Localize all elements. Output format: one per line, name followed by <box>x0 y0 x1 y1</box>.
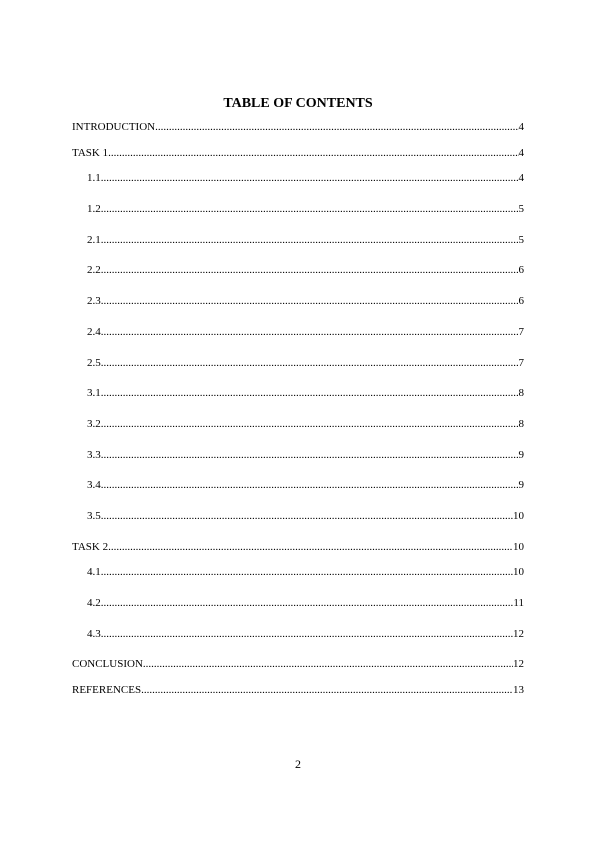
toc-entry-2-1[interactable] <box>87 234 524 247</box>
toc-entry-page: 5 <box>518 203 524 215</box>
toc-entry-page: 8 <box>518 387 524 399</box>
toc-entry-label: TASK 1 <box>72 147 109 159</box>
toc-entry-references[interactable] <box>72 684 524 697</box>
toc-entry-page: 12 <box>513 658 524 670</box>
dot-leader <box>101 295 519 308</box>
toc-entry-label: 2.2 <box>87 264 101 276</box>
toc-entry-page: 7 <box>518 326 524 338</box>
toc-entry-label: 4.2 <box>87 597 101 609</box>
toc-entry-label: 1.1 <box>87 172 101 184</box>
toc-entry-page: 9 <box>518 449 524 461</box>
toc-entry-2-5[interactable] <box>87 357 524 370</box>
toc-entry-page: 4 <box>518 172 524 184</box>
dot-leader <box>101 387 519 400</box>
dot-leader <box>143 658 513 671</box>
toc-entry-page: 10 <box>513 541 524 553</box>
toc-entry-label: TASK 2 <box>72 541 109 553</box>
toc-entry-3-1[interactable] <box>87 387 524 400</box>
toc-entry-page: 4 <box>518 121 524 133</box>
dot-leader <box>101 597 514 610</box>
toc-entry-label: 2.1 <box>87 234 101 246</box>
toc-entry-label: 3.2 <box>87 418 101 430</box>
toc-entry-label: 2.3 <box>87 295 101 307</box>
toc-entry-page: 9 <box>518 479 524 491</box>
toc-entry-page: 13 <box>513 684 524 696</box>
page-number: 2 <box>295 757 301 771</box>
dot-leader <box>101 418 519 431</box>
dot-leader <box>108 541 513 554</box>
toc-entry-3-2[interactable] <box>87 418 524 431</box>
dot-leader <box>101 234 519 247</box>
dot-leader <box>141 684 513 697</box>
toc-entry-page: 5 <box>518 234 524 246</box>
toc-entry-conclusion[interactable] <box>72 658 524 671</box>
toc-entry-task-2[interactable] <box>72 541 524 554</box>
toc-entry-page: 7 <box>518 357 524 369</box>
toc-entry-label: 4.3 <box>87 628 101 640</box>
toc-entry-label: REFERENCES <box>72 684 142 696</box>
toc-entry-page: 10 <box>513 566 524 578</box>
toc-entry-label: 3.5 <box>87 510 101 522</box>
toc-entry-label: INTRODUCTION <box>72 121 156 133</box>
dot-leader <box>108 147 518 160</box>
toc-entry-4-2[interactable] <box>87 597 524 610</box>
toc-entry-label: 2.5 <box>87 357 101 369</box>
dot-leader <box>101 510 513 523</box>
toc-title: TABLE OF CONTENTS <box>223 96 373 111</box>
toc-entry-page: 6 <box>518 264 524 276</box>
toc-entry-2-3[interactable] <box>87 295 524 308</box>
toc-entry-page: 6 <box>518 295 524 307</box>
toc-entry-2-2[interactable] <box>87 264 524 277</box>
dot-leader <box>101 326 519 339</box>
toc-entry-label: 3.4 <box>87 479 101 491</box>
toc-entry-2-4[interactable] <box>87 326 524 339</box>
toc-entry-label: 3.1 <box>87 387 101 399</box>
toc-entry-label: 2.4 <box>87 326 101 338</box>
dot-leader <box>101 264 519 277</box>
toc-entry-page: 11 <box>513 597 524 609</box>
dot-leader <box>101 628 513 641</box>
toc-entry-label: 4.1 <box>87 566 101 578</box>
toc-entry-page: 4 <box>518 147 524 159</box>
toc-entry-label: CONCLUSION <box>72 658 143 670</box>
dot-leader <box>101 357 519 370</box>
toc-entry-1-1[interactable] <box>87 172 524 185</box>
toc-entry-4-3[interactable] <box>87 628 524 641</box>
toc-entry-task-1[interactable] <box>72 147 524 160</box>
toc-entry-3-3[interactable] <box>87 449 524 462</box>
toc-entry-3-5[interactable] <box>87 510 524 523</box>
dot-leader <box>101 566 513 579</box>
dot-leader <box>101 479 519 492</box>
toc-entry-page: 10 <box>513 510 524 522</box>
toc-entry-introduction[interactable] <box>72 121 524 134</box>
toc-entry-page: 12 <box>513 628 524 640</box>
dot-leader <box>101 172 519 185</box>
toc-entry-4-1[interactable] <box>87 566 524 579</box>
dot-leader <box>155 121 518 134</box>
toc-entry-label: 1.2 <box>87 203 101 215</box>
toc-entry-3-4[interactable] <box>87 479 524 492</box>
dot-leader <box>101 449 519 462</box>
dot-leader <box>101 203 519 216</box>
toc-entry-1-2[interactable] <box>87 203 524 216</box>
toc-entry-label: 3.3 <box>87 449 101 461</box>
toc-entry-page: 8 <box>518 418 524 430</box>
